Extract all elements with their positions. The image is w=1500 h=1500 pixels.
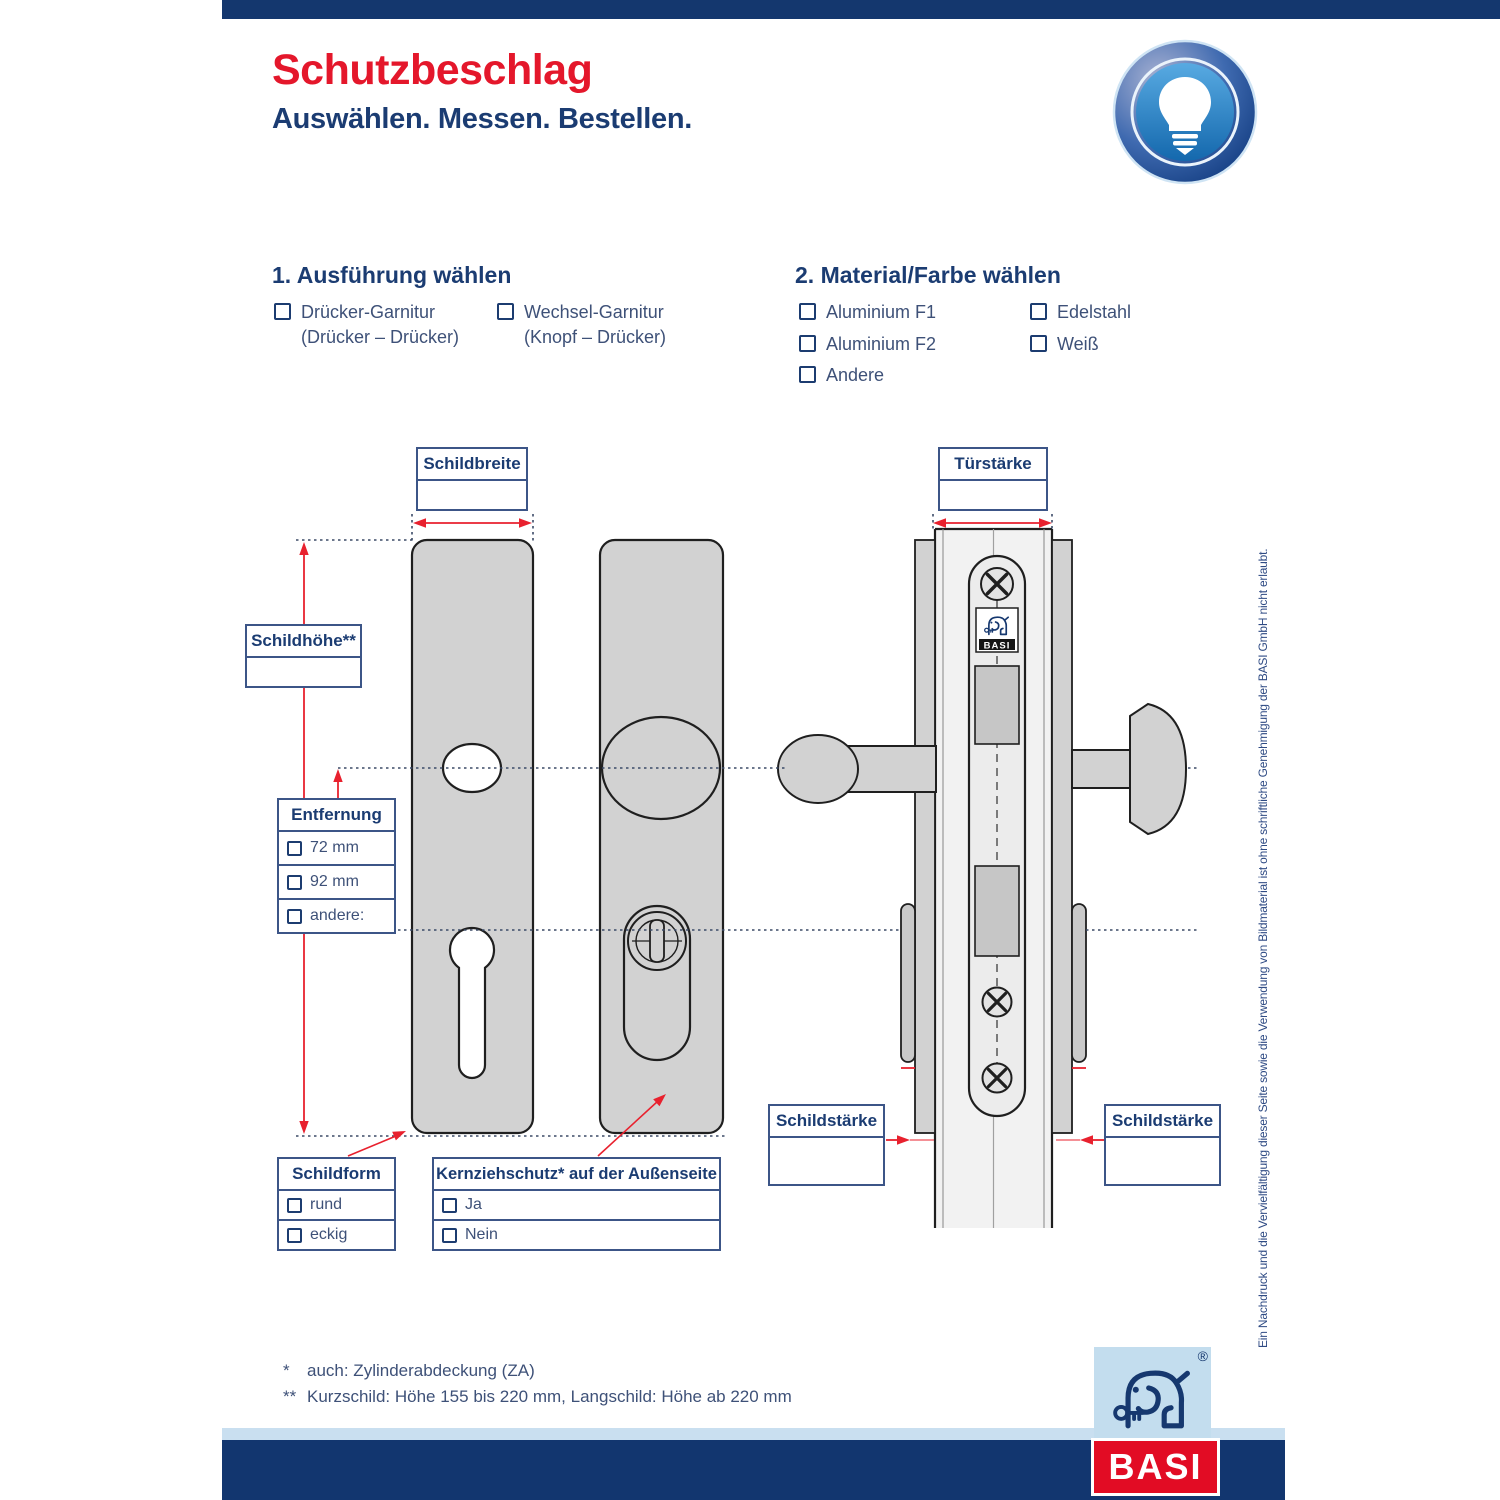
checkbox-ja[interactable]: [442, 1198, 457, 1213]
schildstaerke-left-value-field[interactable]: [770, 1138, 883, 1184]
schildhoehe-box: [245, 624, 362, 688]
option-label: Nein: [465, 1226, 498, 1243]
schildform-box: [277, 1157, 396, 1251]
checkbox-edelstahl[interactable]: [1030, 303, 1047, 320]
option-sublabel: (Drücker – Drücker): [301, 327, 460, 347]
option-andere[interactable]: [799, 363, 884, 388]
checkbox-entfernung-andere[interactable]: [287, 909, 302, 924]
schildhoehe-value-field[interactable]: [247, 658, 360, 686]
option-label: eckig: [310, 1226, 348, 1243]
schildstaerke-right-value-field[interactable]: [1106, 1138, 1219, 1184]
entfernung-box: [277, 798, 396, 934]
option-aluminium-f2[interactable]: [799, 332, 936, 357]
entfernung-option-92mm[interactable]: [279, 866, 394, 900]
option-label: 92 mm: [310, 873, 359, 890]
option-label: rund: [310, 1196, 343, 1213]
basi-elephant-icon: [1107, 1351, 1199, 1437]
option-label: Ja: [465, 1196, 482, 1213]
footnote-text: auch: Zylinderabdeckung (ZA): [307, 1361, 535, 1380]
cylinder-side-left: [901, 904, 915, 1062]
schildstaerke-left-label: Schildstärke: [770, 1106, 883, 1138]
front-plate-lever: [412, 540, 533, 1133]
step2-heading: 2. Material/Farbe wählen: [795, 262, 1061, 288]
basi-wordmark: BASI: [1091, 1438, 1220, 1496]
option-label: 72 mm: [310, 839, 359, 856]
option-label: Weiß: [1057, 334, 1099, 354]
option-label: Aluminium F2: [826, 334, 937, 354]
cylinder-cover: [624, 906, 690, 1060]
lock-faceplate: [969, 556, 1025, 1116]
checkbox-aluminium-f2[interactable]: [799, 335, 816, 352]
front-plate-knob: [600, 540, 723, 1133]
side-plate-right: [1052, 540, 1072, 1133]
checkbox-wechsel-garnitur[interactable]: [497, 303, 514, 320]
schildstaerke-left-box: [768, 1104, 885, 1186]
option-label: Andere: [826, 365, 885, 385]
tuerstaerke-label: Türstärke: [940, 449, 1046, 481]
entfernung-label: Entfernung: [279, 800, 394, 832]
checkbox-aluminium-f1[interactable]: [799, 303, 816, 320]
option-label: Aluminium F1: [826, 302, 937, 322]
kernziehschutz-option-ja[interactable]: [434, 1191, 719, 1221]
checkbox-eckig[interactable]: [287, 1228, 302, 1243]
schildstaerke-right-label: Schildstärke: [1106, 1106, 1219, 1138]
latch-bolt: [975, 666, 1019, 744]
screw-top: [981, 568, 1013, 600]
basi-logo: [1094, 1347, 1211, 1440]
copyright-vertical-text: Ein Nachdruck und die Vervielfältigung dieser Seite sowie die Verwendung von Bildmaterial ist ohne schriftliche Genehmigung der BASI GmbH nicht erlaubt.: [1256, 548, 1270, 1348]
screw-bottom: [983, 1064, 1012, 1093]
footnote-mark: *: [283, 1361, 290, 1380]
schildbreite-value-field[interactable]: [418, 481, 526, 509]
schildstaerke-right-box: [1104, 1104, 1221, 1186]
checkbox-92mm[interactable]: [287, 875, 302, 890]
door-knob: [1072, 704, 1186, 834]
option-label: andere:: [310, 907, 365, 924]
page-title: Schutzbeschlag: [272, 46, 593, 94]
screw-middle: [983, 988, 1012, 1017]
lock-brand-label: BASI: [983, 640, 1011, 652]
knob-front: [602, 717, 720, 819]
registered-mark: ®: [1197, 1348, 1208, 1364]
schildform-option-eckig[interactable]: [279, 1221, 394, 1249]
option-label: Wechsel-Garnitur: [524, 302, 664, 322]
option-weiss[interactable]: [1030, 332, 1099, 357]
dead-bolt: [975, 866, 1019, 956]
checkbox-nein[interactable]: [442, 1228, 457, 1243]
option-edelstahl[interactable]: [1030, 300, 1131, 325]
footnote-1: [283, 1358, 792, 1384]
tuerstaerke-value-field[interactable]: [940, 481, 1046, 509]
side-plate-left: [915, 540, 935, 1133]
kernziehschutz-label: Kernziehschutz* auf der Außenseite: [434, 1159, 719, 1191]
option-druecker-garnitur[interactable]: [274, 300, 459, 350]
footnote-2: [283, 1384, 792, 1410]
cylinder-side-right: [1072, 904, 1086, 1062]
checkbox-rund[interactable]: [287, 1198, 302, 1213]
footnotes: [283, 1358, 792, 1410]
step1-heading: 1. Ausführung wählen: [272, 262, 512, 288]
checkbox-druecker-garnitur[interactable]: [274, 303, 291, 320]
option-sublabel: (Knopf – Drücker): [524, 327, 667, 347]
pointer-schildform: [348, 1136, 396, 1156]
schildbreite-label: Schildbreite: [418, 449, 526, 481]
footnote-text: Kurzschild: Höhe 155 bis 220 mm, Langschild: Höhe ab 220 mm: [307, 1387, 792, 1406]
entfernung-option-72mm[interactable]: [279, 832, 394, 866]
checkbox-72mm[interactable]: [287, 841, 302, 856]
checkbox-weiss[interactable]: [1030, 335, 1047, 352]
kernziehschutz-option-nein[interactable]: [434, 1221, 719, 1249]
door-handle: [778, 735, 936, 803]
entfernung-option-andere[interactable]: [279, 900, 394, 932]
footnote-mark: **: [283, 1387, 297, 1406]
page-subtitle: Auswählen. Messen. Bestellen.: [272, 103, 692, 135]
schildbreite-box: [416, 447, 528, 511]
kernziehschutz-box: [432, 1157, 721, 1251]
option-label: Drücker-Garnitur: [301, 302, 436, 322]
schildform-option-rund[interactable]: [279, 1191, 394, 1221]
lock-brand-plate: [976, 608, 1018, 652]
option-label: Edelstahl: [1057, 302, 1132, 322]
tuerstaerke-box: [938, 447, 1048, 511]
schildform-label: Schildform: [279, 1159, 394, 1191]
lightbulb-badge-icon: [1112, 38, 1258, 188]
schildhoehe-label: Schildhöhe**: [247, 626, 360, 658]
option-aluminium-f1[interactable]: [799, 300, 936, 325]
checkbox-andere[interactable]: [799, 366, 816, 383]
option-wechsel-garnitur[interactable]: [497, 300, 666, 350]
